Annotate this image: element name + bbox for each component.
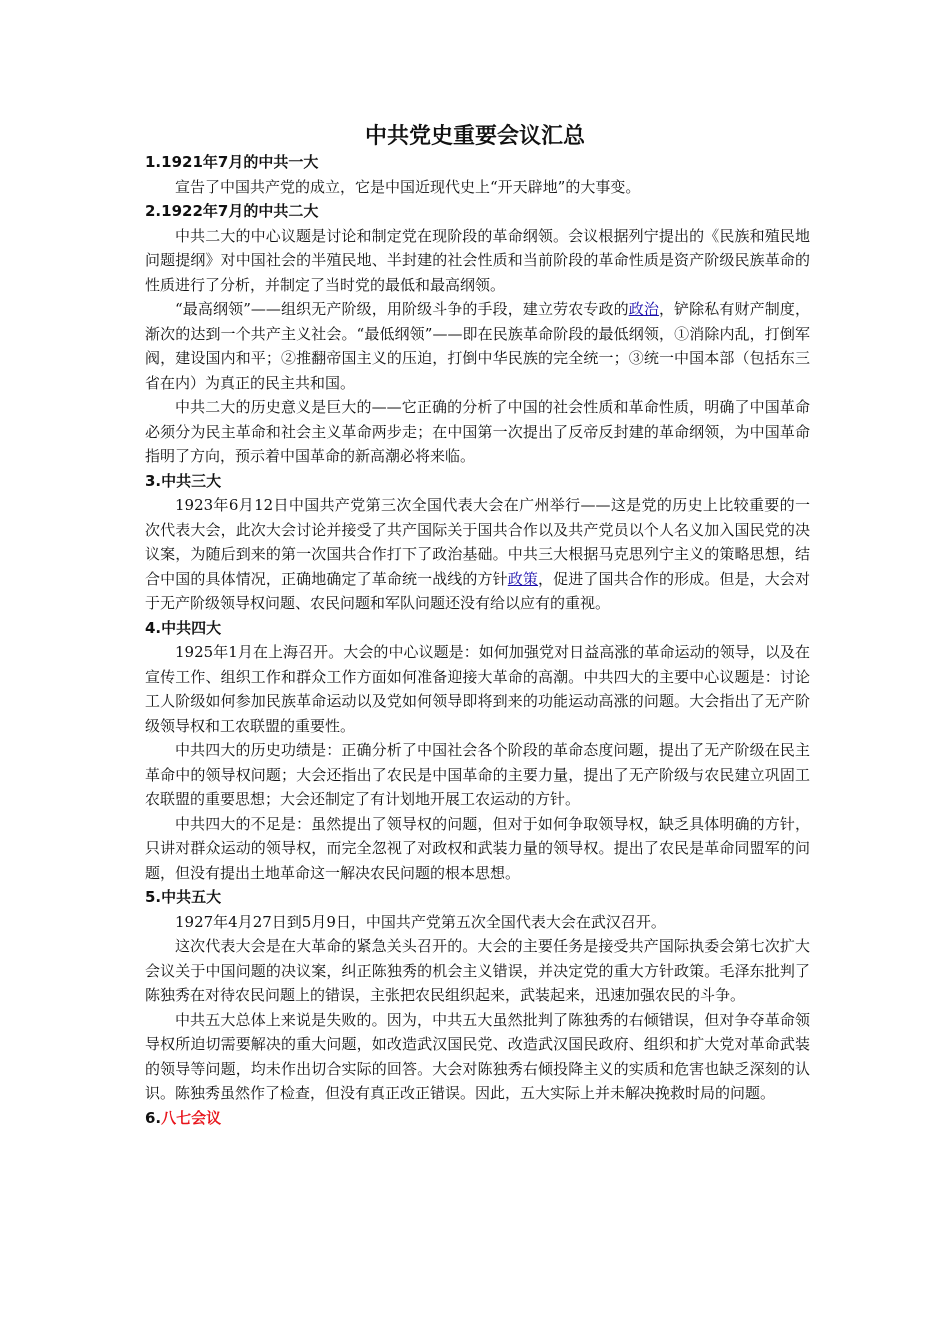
paragraph-text: ，铲除私有财产制度，渐次的达到一个共产主义社会。“最低纲领”——即在民族革命阶段的最低纲领，①消除内乱，打倒军阀，建设国内和平；②推翻帝国主义的压迫，打倒中华民族的完全统一；③统一中国本部（包括东三省在内）为真正的民主共和国。 bbox=[145, 300, 810, 392]
document-body bbox=[145, 150, 810, 1130]
section-5-paragraph-3: 中共五大总体上来说是失败的。因为，中共五大虽然批判了陈独秀的右倾错误，但对争夺革命领导权所迫切需要解决的重大问题，如改造武汉国民党、改造武汉国民政府、组织和扩大党对革命武装的领导等问题，均未作出切合实际的回答。大会对陈独秀右倾投降主义的实质和危害也缺乏深刻的认识。陈独秀虽然作了检查，但没有真正改正错误。因此，五大实际上并未解决挽救时局的问题。 bbox=[145, 1010, 810, 1102]
section-heading-2: 2.1922年7月的中共二大 bbox=[145, 202, 319, 220]
section-2-paragraph-1: 中共二大的中心议题是讨论和制定党在现阶段的革命纲领。会议根据列宁提出的《民族和殖民地问题提纲》对中国社会的半殖民地、半封建的社会性质和当前阶段的革命性质是资产阶级民族革命的性质进行了分析，并制定了当时党的最低和最高纲领。 bbox=[145, 226, 810, 294]
section-heading-3: 3.中共三大 bbox=[145, 471, 222, 490]
section-4-paragraph-2: 中共四大的历史功绩是：正确分析了中国社会各个阶段的革命态度问题，提出了无产阶级在民主革命中的领导权问题；大会还指出了农民是中国革命的主要力量，提出了无产阶级与农民建立巩固工农联盟的重要思想；大会还制定了有计划地开展工农运动的方针。 bbox=[145, 741, 810, 808]
section-6-number: 6. bbox=[145, 1108, 162, 1127]
section-1-paragraph-1: 宣告了中国共产党的成立，它是中国近现代史上“开天辟地”的大事变。 bbox=[175, 177, 641, 196]
section-heading-1: 1.1921年7月的中共一大 bbox=[145, 153, 319, 171]
section-4-paragraph-1: 1925年1月在上海召开。大会的中心议题是：如何加强党对日益高涨的革命运动的领导，以及在宣传工作、组织工作和群众工作方面如何准备迎接大革命的高潮。中共四大的主要中心议题是：讨论工人阶级如何参加民族革命运动以及党如何领导即将到来的功能运动高涨的问题。大会指出了无产阶级领导权和工农联盟的重要性。 bbox=[145, 643, 810, 735]
section-heading-5: 5.中共五大 bbox=[145, 888, 222, 906]
section-5-paragraph-1: 1927年4月27日到5月9日，中国共产党第五次全国代表大会在武汉召开。 bbox=[175, 912, 666, 931]
paragraph-text: ，促进了国共合作的形成。但是，大会对于无产阶级领导权问题、农民问题和军队问题还没有给以应有的重视。 bbox=[145, 569, 810, 612]
politics-link[interactable]: 政治 bbox=[628, 300, 659, 318]
page-title: 中共党史重要会议汇总 bbox=[364, 124, 585, 149]
section-4-paragraph-3: 中共四大的不足是：虽然提出了领导权的问题，但对于如何争取领导权，缺乏具体明确的方针，只讲对群众运动的领导权，而完全忽视了对政权和武装力量的领导权。提出了农民是革命同盟军的问题，但没有提出土地革命这一解决农民问题的根本思想。 bbox=[145, 814, 810, 882]
section-2-paragraph-2 bbox=[145, 297, 810, 395]
policy-link[interactable]: 政策 bbox=[507, 569, 539, 588]
section-6-label: 八七会议 bbox=[161, 1108, 222, 1127]
section-2-paragraph-3: 中共二大的历史意义是巨大的——它正确的分析了中国的社会性质和革命性质，明确了中国革命必须分为民主革命和社会主义革命两步走；在中国第一次提出了反帝反封建的革命纲领，为中国革命指明了方向，预示着中国革命的新高潮必将来临。 bbox=[145, 398, 810, 465]
section-3-paragraph-1 bbox=[145, 493, 810, 616]
paragraph-text: “最高纲领”——组织无产阶级，用阶级斗争的手段，建立劳农专政的 bbox=[175, 300, 629, 318]
section-heading-4: 4.中共四大 bbox=[145, 618, 222, 637]
paragraph-text: 1923年6月12日中国共产党第三次全国代表大会在广州举行——这是党的历史上比较重要的一次代表大会，此次大会讨论并接受了共产国际关于国共合作以及共产党员以个人名义加入国民党的决议案，为随后到来的第一次国共合作打下了政治基础。中共三大根据马克思列宁主义的策略思想，结合中国的具体情况，正确地确定了革命统一战线的方针 bbox=[145, 496, 810, 588]
section-5-paragraph-2: 这次代表大会是在大革命的紧急关头召开的。大会的主要任务是接受共产国际执委会第七次扩大会议关于中国问题的决议案，纠正陈独秀的机会主义错误，并决定党的重大方针政策。毛泽东批判了陈独秀在对待农民问题上的错误，主张把农民组织起来，武装起来，迅速加强农民的斗争。 bbox=[145, 937, 810, 1004]
section-heading-6 bbox=[145, 1106, 810, 1131]
